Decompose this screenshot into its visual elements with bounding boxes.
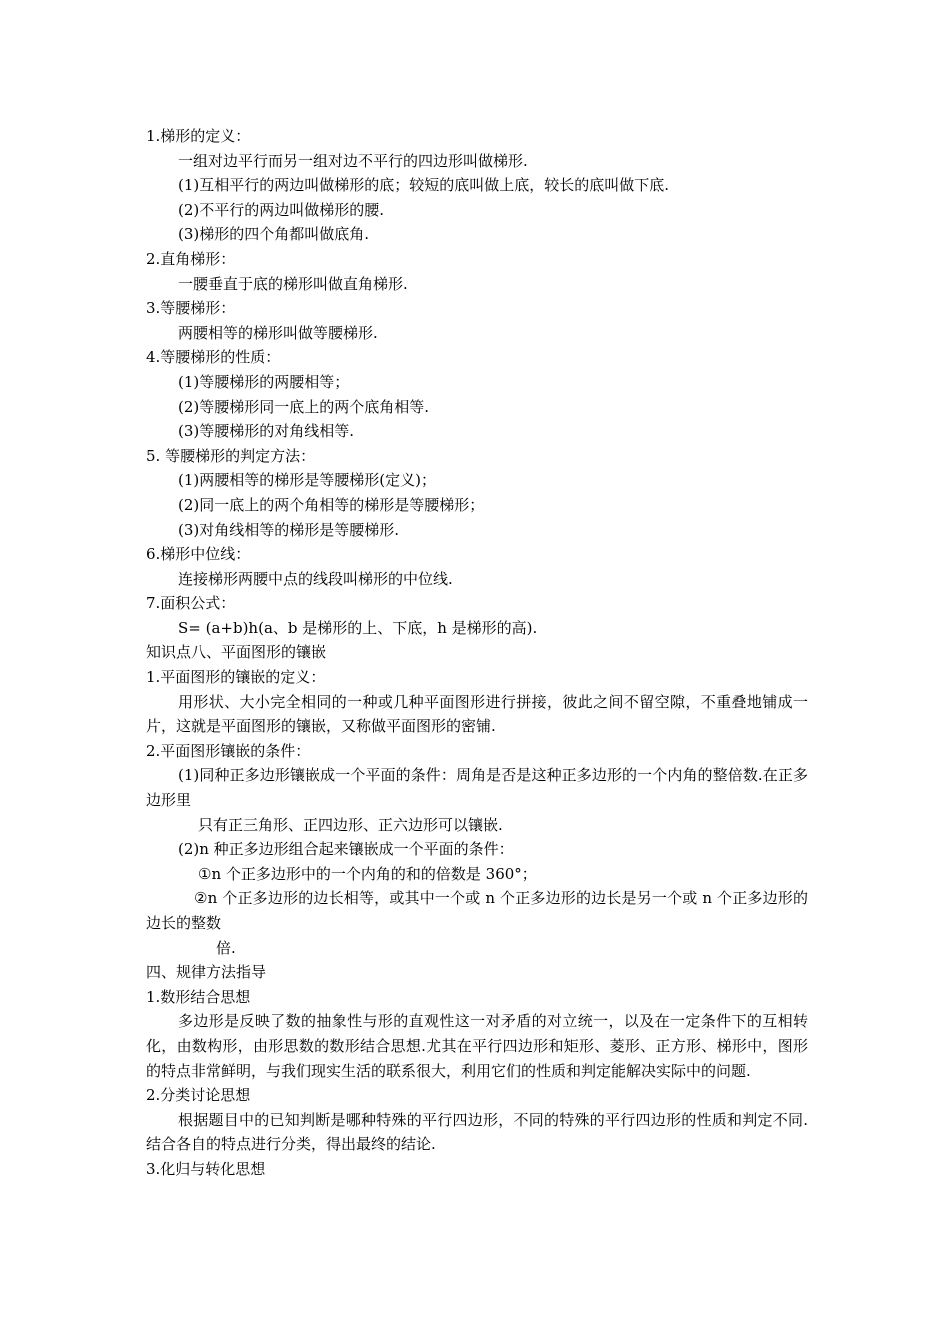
text-line: (1)互相平行的两边叫做梯形的底；较短的底叫做上底，较长的底叫做下底.	[178, 176, 670, 195]
paragraph-condition-2	[146, 886, 808, 935]
text-line: (2)等腰梯形同一底上的两个底角相等.	[178, 397, 430, 416]
heading-reduction: 3.化归与转化思想	[146, 1159, 266, 1178]
paragraph-text: (1)同种正多边形镶嵌成一个平面的条件：周角是否是这种正多边形的一个内角的整倍数.在正多边形里	[146, 766, 808, 810]
paragraph-classification	[146, 1108, 808, 1157]
heading-trapezoid-definition: 1.梯形的定义：	[146, 127, 251, 145]
paragraph-condition-1	[146, 763, 808, 812]
document-page	[146, 124, 808, 1182]
paragraph-text: ②n 个正多边形的边长相等，或其中一个或 n 个正多边形的边长是另一个或 n 个正多边形的边长的整数	[146, 889, 808, 932]
heading-isosceles-properties: 4.等腰梯形的性质：	[146, 348, 281, 367]
text-line: 只有正三角形、正四边形、正六边形可以镶嵌.	[198, 815, 503, 834]
paragraph-text: 根据题目中的已知判断是哪种特殊的平行四边形，不同的特殊的平行四边形的性质和判定不同.结合各自的特点进行分类，得出最终的结论.	[146, 1110, 808, 1154]
heading-isosceles-criteria: 5. 等腰梯形的判定方法：	[146, 446, 316, 465]
text-line: (2)不平行的两边叫做梯形的腰.	[178, 200, 385, 219]
text-line: (2)同一底上的两个角相等的梯形是等腰梯形；	[178, 495, 485, 514]
paragraph-text: 用形状、大小完全相同的一种或几种平面图形进行拼接，彼此之间不留空隙，不重叠地铺成一片，这就是平面图形的镶嵌，又称做平面图形的密铺.	[146, 692, 808, 736]
text-line: 一腰垂直于底的梯形叫做直角梯形.	[178, 274, 408, 293]
paragraph-text: 多边形是反映了数的抽象性与形的直观性这一对矛盾的对立统一，以及在一定条件下的互相转化，由数构形，由形思数的数形结合思想.尤其在平行四边形和矩形、菱形、正方形、梯形中，图形的特点非常鲜明，与我们现实生活的联系很大，利用它们的性质和判定能解决实际中的问题.	[146, 1012, 808, 1080]
text-line: (1)两腰相等的梯形是等腰梯形(定义)；	[178, 471, 436, 490]
text-line: (1)等腰梯形的两腰相等；	[178, 372, 350, 391]
heading-area-formula: 7.面积公式：	[146, 594, 236, 613]
heading-right-trapezoid: 2.直角梯形：	[146, 249, 236, 268]
text-line: (2)n 种正多边形组合起来镶嵌成一个平面的条件：	[178, 840, 514, 859]
text-line: (3)梯形的四个角都叫做底角.	[178, 225, 370, 244]
heading-midline: 6.梯形中位线：	[146, 545, 251, 564]
paragraph-number-shape	[146, 1009, 808, 1083]
text-line: ①n 个正多边形中的一个内角的和的倍数是 360°；	[198, 864, 537, 883]
heading-isosceles-trapezoid: 3.等腰梯形：	[146, 299, 236, 318]
heading-number-shape: 1.数形结合思想	[146, 987, 251, 1006]
text-line: 一组对边平行而另一组对边不平行的四边形叫做梯形.	[178, 151, 528, 170]
heading-tessellation-conditions: 2.平面图形镶嵌的条件：	[146, 741, 311, 760]
text-line: 连接梯形两腰中点的线段叫梯形的中位线.	[178, 569, 453, 588]
paragraph-tessellation-definition	[146, 690, 808, 739]
formula-line: S= (a+b)h(a、b 是梯形的上、下底，h 是梯形的高).	[178, 618, 538, 637]
text-line: (3)对角线相等的梯形是等腰梯形.	[178, 520, 400, 539]
text-line: 倍.	[216, 938, 236, 957]
text-line: 两腰相等的梯形叫做等腰梯形.	[178, 323, 378, 342]
text-line: (3)等腰梯形的对角线相等.	[178, 422, 355, 441]
heading-tessellation-definition: 1.平面图形的镶嵌的定义：	[146, 668, 326, 687]
section-heading-methods: 四、规律方法指导	[146, 963, 267, 982]
heading-classification: 2.分类讨论思想	[146, 1086, 251, 1105]
section-heading-tessellation: 知识点八、平面图形的镶嵌	[146, 643, 327, 662]
